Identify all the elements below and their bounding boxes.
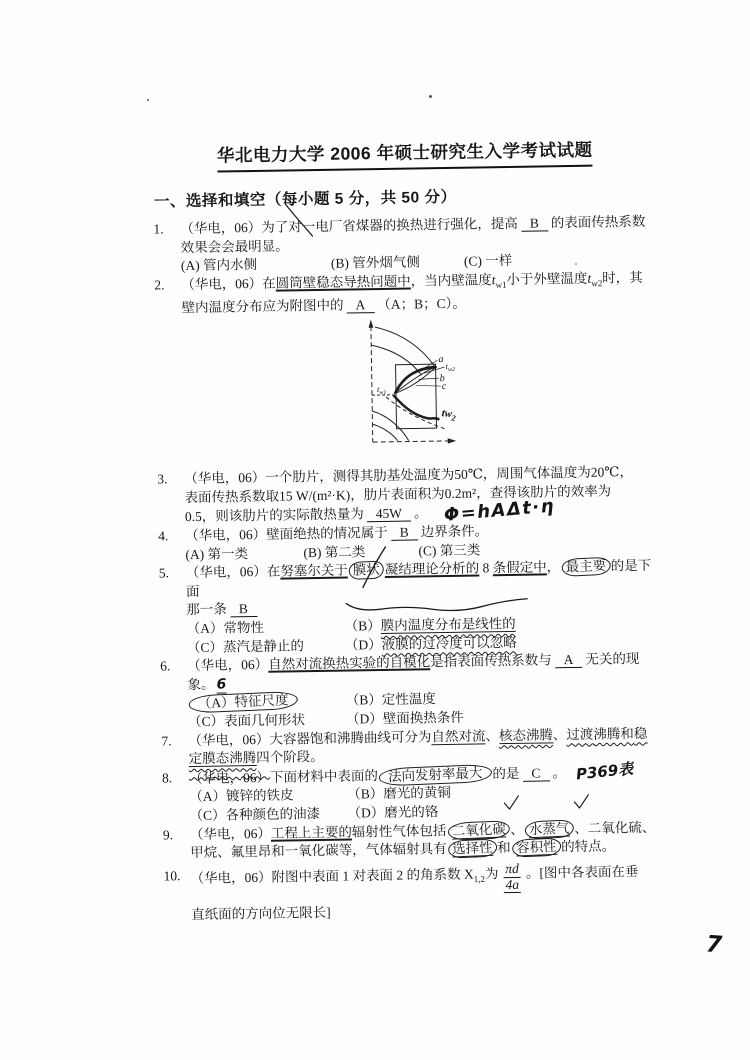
option-c: (C) 一样	[463, 253, 513, 269]
question-text: （华电，06）在	[181, 275, 276, 292]
question-text: 0.5，则该肋片的实际散热量为	[184, 506, 364, 525]
question-text: 无关的现	[585, 651, 640, 668]
option-b: (B) 管外烟气侧	[330, 254, 420, 271]
answer-blank: A	[346, 297, 374, 313]
question-6	[160, 650, 666, 732]
question-text: 那一条	[186, 601, 227, 618]
hand-circled-text: 法向发射率最大	[379, 764, 492, 786]
hand-underlined-text: 工程上主要的	[270, 824, 352, 841]
handwritten-formula: Φ=hAΔt·η	[442, 495, 556, 527]
hand-circled-text: 膜状	[348, 561, 384, 580]
axis-arrow-up	[368, 319, 373, 327]
question-number: 2.	[154, 277, 165, 293]
section-heading: 一、选择和填空（每小题 5 分，共 50 分）	[153, 188, 457, 211]
figure-svg	[354, 315, 536, 460]
handwritten-note: P369表	[575, 759, 635, 784]
hand-circled-text: 容积性	[511, 838, 560, 858]
symbol-sub: 1,2	[473, 873, 486, 884]
option-c: (C) 第三类	[418, 542, 481, 559]
question-text: 效果会会最明显。	[180, 238, 289, 255]
option-b: （B）磨光的黄铜	[347, 785, 451, 802]
hand-circled-text: 最主要	[561, 557, 610, 577]
question-text: （华电，06）大容器饱和沸腾曲线可分为	[188, 728, 432, 748]
figure-label-c: c	[441, 380, 447, 392]
option-c: （C）各种颜色的油漆	[189, 805, 321, 823]
question-text: 甲烷、氟里昂和一氧化碳等，气体辐射具有	[190, 841, 447, 861]
question-text: 辐射性气体包括	[351, 822, 447, 840]
question-text: 。	[552, 764, 567, 781]
question-number: 4.	[158, 528, 169, 544]
hand-marked-text: 过渡沸腾和	[566, 725, 634, 742]
question-9	[163, 818, 669, 863]
answer-fraction: $\frac{\pi d}{4a}$	[503, 862, 521, 894]
question-text: （A；B；C）。	[377, 295, 466, 313]
figure-label-tw2: $t_{w2}$	[445, 360, 456, 373]
scan-speck	[147, 99, 149, 101]
question-number: 5.	[158, 565, 170, 581]
question-text: 下面材料中表面的	[269, 767, 379, 785]
question-text: 是指表面传热系数与	[430, 652, 552, 670]
question-3	[157, 463, 663, 528]
question-number: 3.	[157, 471, 168, 487]
hand-underlined-text: 液膜的过冷度可以忽略	[381, 634, 517, 652]
underlined-answer-text: 定膜态沸腾	[188, 750, 257, 767]
question-number: 10.	[163, 867, 181, 884]
symbol-t: t	[491, 271, 496, 288]
hand-underlined-text: 条假定中	[492, 559, 547, 576]
figure-label-b: b	[439, 372, 445, 384]
symbol-sub: w2	[591, 277, 603, 289]
exam-content	[152, 136, 669, 926]
option-d: （D）磨光的铬	[347, 804, 439, 821]
figure-label-tw1: $t_{w1}$	[376, 383, 387, 396]
question-text: 时，其	[602, 269, 643, 286]
question-text: 表面传热系数取15 W/(m²·K)，肋片表面积为0.2m²，查得该肋片的效率为	[184, 483, 612, 505]
answer-blank: C	[522, 765, 549, 781]
question-text: （华电，06）	[189, 825, 271, 842]
question-text: 四个阶段。	[256, 749, 324, 766]
question-text: 的特点。	[561, 838, 616, 855]
question-text: （华电，06）	[187, 656, 269, 674]
question-text: 小于外壁温度	[506, 270, 588, 287]
hand-underlined-text: 凝结理论分析的	[384, 560, 480, 578]
question-text: 、	[485, 727, 499, 743]
symbol-t: t	[587, 270, 592, 286]
question-text: （华电，06）一个肋片，测得其肋基处温度为50℃，周围气体温度为20℃，	[184, 464, 634, 487]
question-text: 、	[552, 726, 567, 742]
hand-circled-text: 水蒸气	[524, 819, 573, 839]
question-text: ，当内壁温度	[410, 272, 492, 289]
hand-struck-text: （华电，06）	[188, 769, 271, 786]
page-title: 华北电力大学 2006 年硕士研究生入学考试试题	[217, 137, 593, 173]
answer-blank: A	[555, 652, 583, 668]
option-a: (A) 第一类	[185, 545, 249, 562]
hand-underlined-text: 圆筒壁稳态导热问题中	[275, 273, 411, 291]
hand-marked-text: 稳	[633, 725, 648, 741]
hand-circled-text: 选择性	[447, 839, 496, 859]
option-d: （D）壁面换热条件	[345, 709, 464, 727]
question-5	[159, 557, 665, 658]
question-text: 。	[413, 505, 428, 521]
question-8	[162, 761, 668, 826]
answer-blank: B	[391, 524, 418, 540]
question-text: 的是下面	[185, 558, 652, 599]
option-b: （B）膜内温度分布是线性的	[344, 615, 516, 634]
question-text: 的表面传热系数	[550, 213, 646, 231]
question-text: 。[图中各表面在垂	[525, 863, 639, 881]
figure-label-a: a	[438, 353, 444, 365]
symbol-sub: w1	[495, 279, 507, 290]
option-a: （A）常物性	[186, 619, 265, 637]
underlined-answer-text: 核态沸腾	[498, 726, 553, 743]
answer-blank: 45W	[367, 506, 411, 523]
question-number: 9.	[162, 826, 174, 843]
question-text: 、二氧化硫、	[574, 819, 656, 836]
question-text: 和	[497, 840, 511, 856]
hand-circled-option-a: （A）特征尺度	[188, 691, 297, 713]
question-text: （华电，06）为了对一电厂省煤器的换热进行强化，提高	[180, 215, 518, 237]
question-number: 6.	[160, 658, 171, 674]
answer-blank: B	[521, 215, 548, 231]
axis-arrow-right	[448, 438, 457, 444]
cylinder-wall-figure	[354, 313, 662, 465]
option-a: (A) 管内水侧	[180, 257, 258, 274]
question-2	[154, 268, 662, 470]
option-a: （A）镀锌的铁皮	[189, 787, 294, 805]
question-text: 壁内温度分布应为附图中的	[181, 297, 344, 316]
scan-speck	[429, 95, 432, 98]
question-text: 边界条件。	[420, 523, 489, 540]
question-1	[153, 213, 659, 277]
question-number: 7.	[161, 732, 172, 749]
question-text: ，	[546, 559, 561, 575]
hand-underlined-text: 膜内温度分布是线性的	[380, 615, 516, 634]
underlined-answer-text: 自然对流	[431, 727, 486, 744]
question-text: 为	[484, 865, 499, 881]
question-text: （华电，06）附图中表面 1 对表面 2 的角系数 X	[190, 866, 474, 886]
handwritten-page-number: 7	[705, 931, 723, 959]
question-number: 8.	[161, 770, 173, 786]
option-b: (B) 第二类	[303, 543, 366, 560]
question-text: 的是	[492, 765, 520, 782]
question-text: 直纸面的方向位无限长]	[191, 905, 331, 923]
question-text: 象。	[187, 676, 215, 692]
question-10	[163, 859, 669, 925]
option-c: （C）蒸汽是静止的	[186, 637, 305, 655]
question-number: 1.	[153, 221, 164, 237]
handwritten-mark: 6	[216, 676, 227, 693]
question-text: 8	[479, 560, 493, 576]
question-text: （华电，06）壁面绝热的情况属于	[185, 524, 388, 544]
hand-circled-text: 二氧化碳	[447, 820, 510, 840]
hand-underlined-text: 努塞尔关于	[280, 562, 348, 579]
option-d: （D）液膜的过冷度可以忽略	[344, 634, 517, 653]
option-c: （C）表面几何形状	[187, 712, 306, 730]
hand-underlined-text: 自然对流换热实验的自模化	[268, 654, 431, 672]
figure-hand-label-tw2: $tw_2$	[440, 406, 457, 423]
option-b: （B）定性温度	[345, 691, 436, 708]
question-text: 、	[510, 821, 524, 837]
question-text: （华电，06）在	[185, 563, 281, 581]
answer-blank: B	[230, 601, 257, 617]
hand-stroke-bottom	[394, 395, 438, 420]
